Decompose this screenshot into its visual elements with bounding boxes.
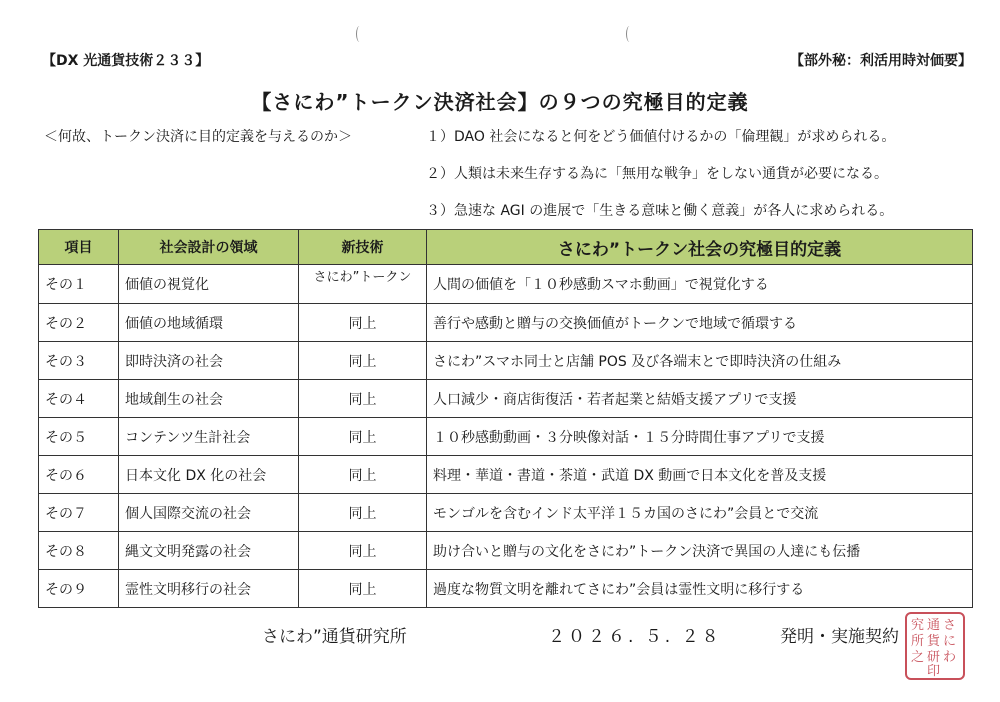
row-domain: 価値の地域循環: [119, 304, 299, 342]
row-definition: 善行や感動と贈与の交換価値がトークンで地域で循環する: [427, 304, 973, 342]
row-definition: 料理・華道・書道・茶道・武道 DX 動画で日本文化を普及支援: [427, 456, 973, 494]
table-row: [39, 494, 973, 532]
row-domain: 即時決済の社会: [119, 342, 299, 380]
table-row: [39, 532, 973, 570]
punch-hole-mark-left: [356, 26, 363, 42]
contract-label: 発明・実施契約: [780, 627, 899, 647]
row-technology: 同上: [299, 418, 427, 456]
header-definition: さにわ”トークン社会の究極目的定義: [427, 230, 973, 265]
row-domain: 霊性文明移行の社会: [119, 570, 299, 608]
document-date: ２０２６. ５. ２８: [548, 627, 722, 647]
header-domain: 社会設計の領域: [119, 230, 299, 265]
row-item: その３: [39, 342, 119, 380]
purpose-definition-table: [38, 229, 973, 608]
table-row: [39, 456, 973, 494]
row-item: その１: [39, 265, 119, 304]
table-row: [39, 570, 973, 608]
row-technology: 同上: [299, 570, 427, 608]
reason-3: ３）急速な AGI の進展で「生きる意味と働く意義」が各人に求められる。: [426, 203, 894, 219]
table-row: [39, 265, 973, 304]
reason-2: ２）人類は未来生存する為に「無用な戦争」をしない通貨が必要になる。: [426, 166, 888, 182]
row-domain: 価値の視覚化: [119, 265, 299, 304]
document-title: 【さにわ”トークン決済社会】の９つの究極目的定義: [251, 90, 749, 114]
punch-hole-mark-right: [626, 26, 633, 42]
table-row: [39, 342, 973, 380]
row-item: その７: [39, 494, 119, 532]
row-domain: 縄文文明発露の社会: [119, 532, 299, 570]
row-technology: 同上: [299, 380, 427, 418]
header-item: 項目: [39, 230, 119, 265]
table-row: [39, 380, 973, 418]
row-definition: 人間の価値を「１０秒感動スマホ動画」で視覚化する: [427, 265, 973, 304]
document-code: 【DX 光通貨技術２３３】: [42, 53, 210, 69]
reason-1: １）DAO 社会になると何をどう価値付けるかの「倫理観」が求められる。: [426, 129, 896, 145]
row-definition: 人口減少・商店街復活・若者起業と結婚支援アプリで支援: [427, 380, 973, 418]
row-definition: 助け合いと贈与の文化をさにわ”トークン決済で異国の人達にも伝播: [427, 532, 973, 570]
row-domain: 日本文化 DX 化の社会: [119, 456, 299, 494]
row-technology: 同上: [299, 494, 427, 532]
row-technology: さにわ”トークン: [299, 265, 427, 304]
row-item: その２: [39, 304, 119, 342]
header-technology: 新技術: [299, 230, 427, 265]
row-domain: 個人国際交流の社会: [119, 494, 299, 532]
row-definition: １０秒感動動画・３分映像対話・１５分時間仕事アプリで支援: [427, 418, 973, 456]
row-item: その４: [39, 380, 119, 418]
row-item: その８: [39, 532, 119, 570]
row-definition: 過度な物質文明を離れてさにわ”会員は霊性文明に移行する: [427, 570, 973, 608]
row-definition: さにわ”スマホ同士と店舗 POS 及び各端末とで即時決済の仕組み: [427, 342, 973, 380]
table-row: [39, 418, 973, 456]
row-technology: 同上: [299, 532, 427, 570]
row-technology: 同上: [299, 456, 427, 494]
row-item: その６: [39, 456, 119, 494]
row-domain: 地域創生の社会: [119, 380, 299, 418]
row-item: その９: [39, 570, 119, 608]
organization-name: さにわ”通貨研究所: [262, 627, 407, 647]
question-heading: ＜何故、トークン決済に目的定義を与えるのか＞: [44, 129, 352, 145]
red-seal-stamp: さ に わ 通 貨 研 究 所 之 印: [905, 612, 965, 680]
row-item: その５: [39, 418, 119, 456]
row-technology: 同上: [299, 304, 427, 342]
row-domain: コンテンツ生計社会: [119, 418, 299, 456]
confidentiality-note: 【部外秘：利活用時対価要】: [790, 53, 972, 69]
table-header-row: [39, 230, 973, 265]
row-technology: 同上: [299, 342, 427, 380]
row-definition: モンゴルを含むインド太平洋１５カ国のさにわ”会員とで交流: [427, 494, 973, 532]
table-row: [39, 304, 973, 342]
